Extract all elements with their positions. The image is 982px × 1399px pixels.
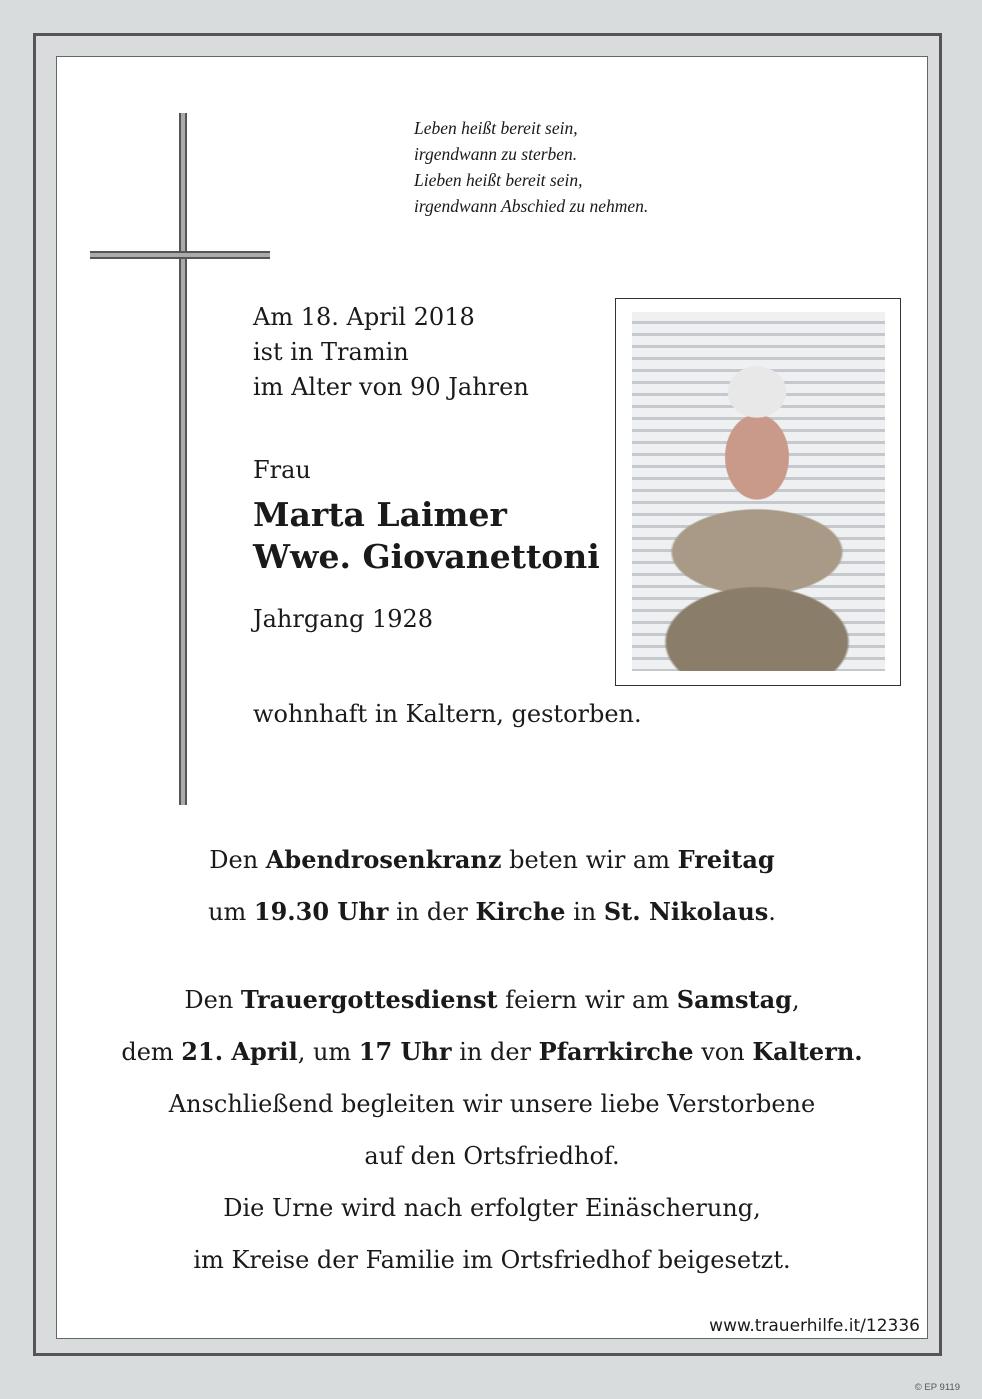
emphasis-text: Pfarrkirche [538,1037,694,1066]
text: . [768,898,776,926]
text: Den [209,846,266,874]
announcement-line [56,834,928,886]
rosary-announcement [56,834,928,938]
funeral-announcement [56,974,928,1286]
emphasis-text: 17 Uhr [358,1037,452,1066]
text: Die Urne wird nach erfolgter Einäscherung, [223,1194,761,1222]
announcement-line [56,1182,928,1234]
announcement-line [56,974,928,1026]
emphasis-text: 19.30 Uhr [253,897,389,926]
poem-line: Lieben heißt bereit sein, [414,170,583,190]
text: , [791,986,800,1014]
text: auf den Ortsfriedhof. [364,1142,620,1170]
emphasis-text: 21. April [181,1037,298,1066]
text: in [565,898,604,926]
announcement-line [56,1078,928,1130]
text: , um [297,1038,359,1066]
birth-year: Jahrgang 1928 [253,605,434,633]
text: Anschließend begleiten wir unsere liebe Verstorbene [168,1090,816,1118]
deceased-name [253,494,600,578]
name-line: Marta Laimer [253,495,507,534]
text: von [693,1038,753,1066]
emphasis-text: Kirche [475,897,566,926]
copyright: © EP 9119 [914,1382,960,1393]
text: in der [451,1038,539,1066]
emphasis-text: Samstag [676,985,792,1014]
title: Frau [253,456,311,484]
text: dem [121,1038,182,1066]
residence: wohnhaft in Kaltern, gestorben. [253,700,642,728]
cross-icon [179,113,187,805]
text: beten wir am [501,846,678,874]
name-line: Wwe. Giovanettoni [253,537,600,576]
emphasis-text: Freitag [677,845,775,874]
text: um [208,898,254,926]
poem [414,115,648,219]
emphasis-text: Abendrosenkranz [265,845,502,874]
intro-line: im Alter von 90 Jahren [253,373,529,401]
emphasis-text: St. Nikolaus [603,897,769,926]
text: in der [388,898,476,926]
emphasis-text: Trauergottesdienst [240,985,498,1014]
poem-line: Leben heißt bereit sein, [414,118,578,138]
intro-line: Am 18. April 2018 [253,303,475,331]
poem-line: irgendwann Abschied zu nehmen. [414,196,649,216]
intro-line: ist in Tramin [253,338,409,366]
announcement-line [56,1130,928,1182]
announcement-line [56,1026,928,1078]
death-intro [253,300,529,405]
announcement-line [56,886,928,938]
text: im Kreise der Familie im Ortsfriedhof beigesetzt. [193,1246,791,1274]
poem-line: irgendwann zu sterben. [414,144,578,164]
emphasis-text: Kaltern. [752,1037,863,1066]
portrait-frame [615,298,901,686]
text: Den [184,986,241,1014]
website-link[interactable]: www.trauerhilfe.it/12336 [709,1316,920,1336]
portrait-photo [632,312,885,671]
announcement-line [56,1234,928,1286]
text: feiern wir am [497,986,677,1014]
cross-bar [90,251,270,259]
